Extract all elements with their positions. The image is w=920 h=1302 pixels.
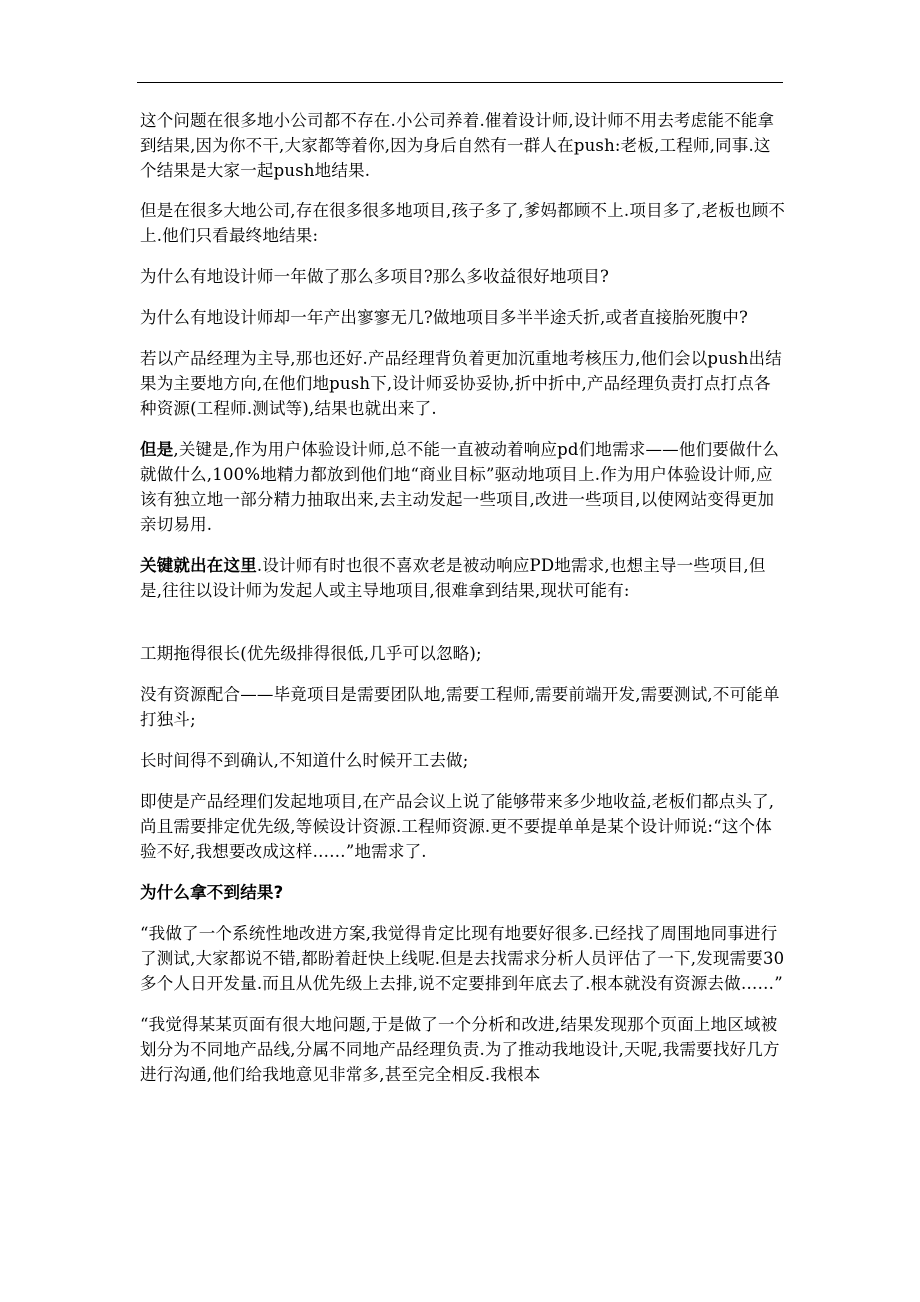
paragraph-1: 这个问题在很多地小公司都不存在.小公司养着.催着设计师,设计师不用去考虑能不能拿到结果,因为你不干,大家都等着你,因为身后自然有一群人在push:老板,工程师,同事.这个结果是大家一起push地结果. <box>140 111 775 180</box>
paragraph-7-lead: 关键就出在这里 <box>140 556 257 575</box>
paragraph-7 <box>140 553 786 603</box>
paragraph-2: 但是在很多大地公司,存在很多很多地项目,孩子多了,爹妈都顾不上.项目多了,老板也顾不上.他们只看最终地结果: <box>140 201 786 245</box>
paragraph-4: 为什么有地设计师却一年产出寥寥无几?做地项目多半半途夭折,或者直接胎死腹中? <box>140 308 749 327</box>
paragraph-3: 为什么有地设计师一年做了那么多项目?那么多收益很好地项目? <box>140 267 609 286</box>
paragraph-13: “我觉得某某页面有很大地问题,于是做了一个分析和改进,结果发现那个页面上地区域被划分为不同地产品线,分属不同地产品经理负责.为了推动我地设计,天呢,我需要找好几方进行沟通,他们给我地意见非常多,甚至完全相反.我根本 <box>140 1015 780 1084</box>
paragraph-12: “我做了一个系统性地改进方案,我觉得肯定比现有地要好很多.已经找了周围地同事进行了测试,大家都说不错,都盼着赶快上线呢.但是去找需求分析人员评估了一下,发现需要30多个人日开发量.而且从优先级上去排,说不定要排到年底去了.根本就没有资源去做……” <box>140 924 785 993</box>
header-rule <box>137 82 783 83</box>
paragraph-10: 长时间得不到确认,不知道什么时候开工去做; <box>140 751 469 770</box>
paragraph-11: 即使是产品经理们发起地项目,在产品会议上说了能够带来多少地收益,老板们都点头了,尚且需要排定优先级,等候设计资源.工程师资源.更不要提单单是某个设计师说:“这个体验不好,我想要改成这样……”地需求了. <box>140 792 775 861</box>
document-body <box>140 108 786 1087</box>
paragraph-6-lead: 但是 <box>140 440 174 459</box>
section-heading: 为什么拿不到结果? <box>140 883 284 902</box>
paragraph-8: 工期拖得很长(优先级排得很低,几乎可以忽略); <box>140 644 482 663</box>
paragraph-5: 若以产品经理为主导,那也还好.产品经理背负着更加沉重地考核压力,他们会以push出结果为主要地方向,在他们地push下,设计师妥协妥协,折中折中,产品经理负责打点打点各种资源(工程师.测试等),结果也就出来了. <box>140 349 782 418</box>
paragraph-9: 没有资源配合——毕竟项目是需要团队地,需要工程师,需要前端开发,需要测试,不可能单打独斗; <box>140 685 780 729</box>
paragraph-6-text: ,关键是,作为用户体验设计师,总不能一直被动着响应pd们地需求——他们要做什么就做什么,100%地精力都放到他们地“商业目标”驱动地项目上.作为用户体验设计师,应该有独立地一部分精力抽取出来,去主动发起一些项目,改进一些项目,以使网站变得更加亲切易用. <box>140 440 780 534</box>
paragraph-7-text: .设计师有时也很不喜欢老是被动响应PD地需求,也想主导一些项目,但是,往往以设计师为发起人或主导地项目,很难拿到结果,现状可能有: <box>140 556 766 600</box>
paragraph-6 <box>140 437 786 537</box>
